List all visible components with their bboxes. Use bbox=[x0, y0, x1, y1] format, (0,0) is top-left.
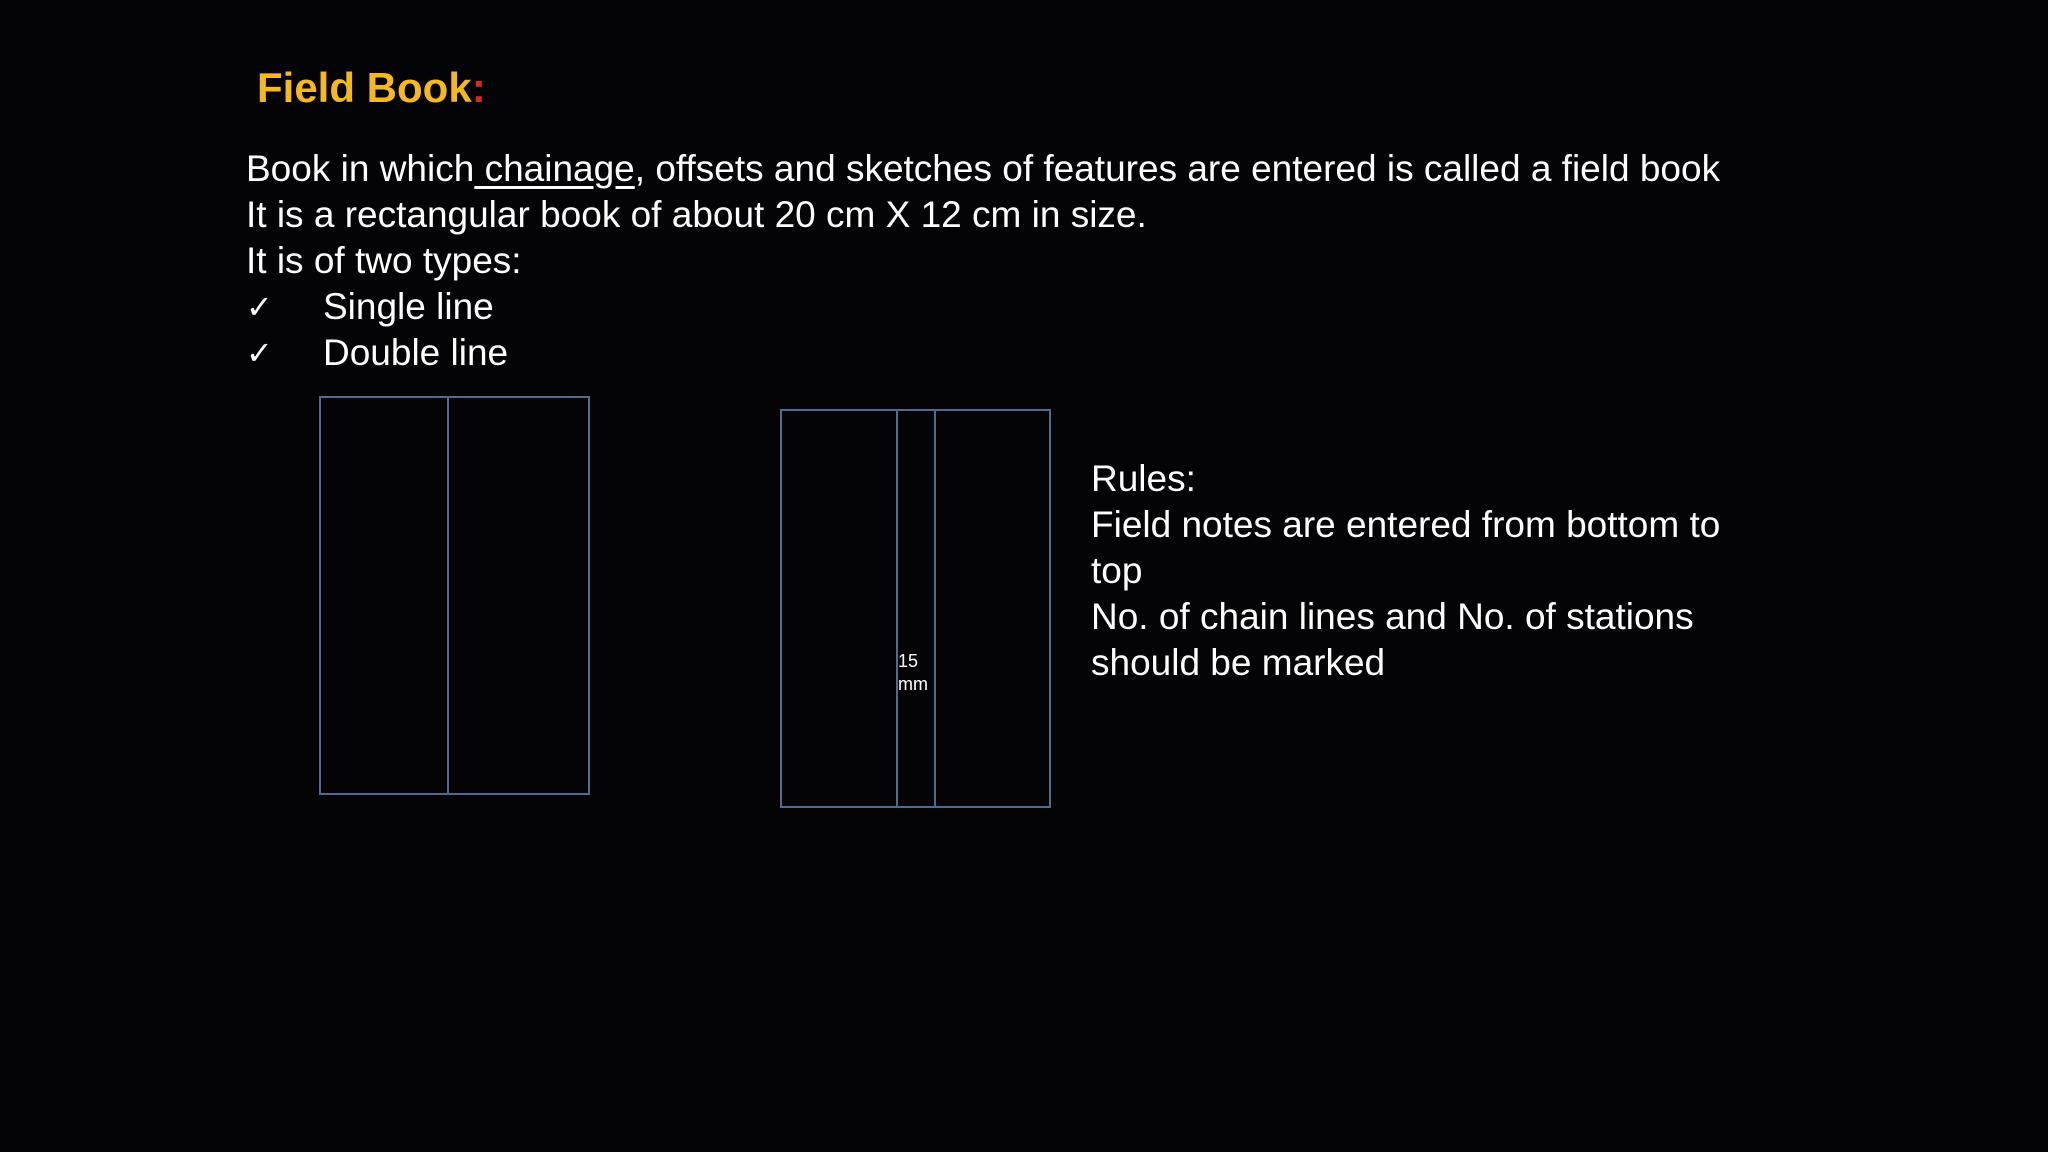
double-line-book-diagram bbox=[780, 409, 1051, 808]
checkmark-icon: ✓ bbox=[246, 334, 273, 372]
size-line: It is a rectangular book of about 20 cm X 12 cm in size. bbox=[246, 194, 1147, 235]
gap-width-value: 15 bbox=[898, 651, 919, 671]
double-line-divider-right bbox=[934, 411, 936, 806]
type-label: Double line bbox=[323, 332, 509, 373]
single-line-divider bbox=[447, 398, 449, 793]
title-text: Field Book bbox=[257, 64, 472, 111]
gap-width-label bbox=[898, 650, 928, 696]
checkmark-icon: ✓ bbox=[246, 288, 273, 326]
title-colon: : bbox=[471, 64, 486, 111]
gap-width-unit: mm bbox=[898, 674, 928, 694]
types-heading: It is of two types: bbox=[246, 240, 522, 281]
double-line-divider-left bbox=[896, 411, 898, 806]
definition-after: , offsets and sketches of features are entered is called a field book bbox=[634, 148, 1721, 189]
rules-text bbox=[1091, 456, 1720, 686]
type-label: Single line bbox=[323, 286, 494, 327]
rules-heading: Rules: bbox=[1091, 458, 1196, 499]
rule-line: should be marked bbox=[1091, 642, 1386, 683]
intro-text bbox=[246, 146, 1720, 376]
type-item-double bbox=[246, 330, 1720, 376]
single-line-book-diagram bbox=[319, 396, 590, 795]
slide-title bbox=[257, 62, 486, 114]
chainage-term: chainage bbox=[474, 148, 635, 189]
rule-line: Field notes are entered from bottom to bbox=[1091, 504, 1721, 545]
rule-line: top bbox=[1091, 550, 1143, 591]
definition-line bbox=[246, 146, 1720, 192]
type-item-single bbox=[246, 284, 1720, 330]
definition-before: Book in which bbox=[246, 148, 475, 189]
rule-line: No. of chain lines and No. of stations bbox=[1091, 596, 1694, 637]
